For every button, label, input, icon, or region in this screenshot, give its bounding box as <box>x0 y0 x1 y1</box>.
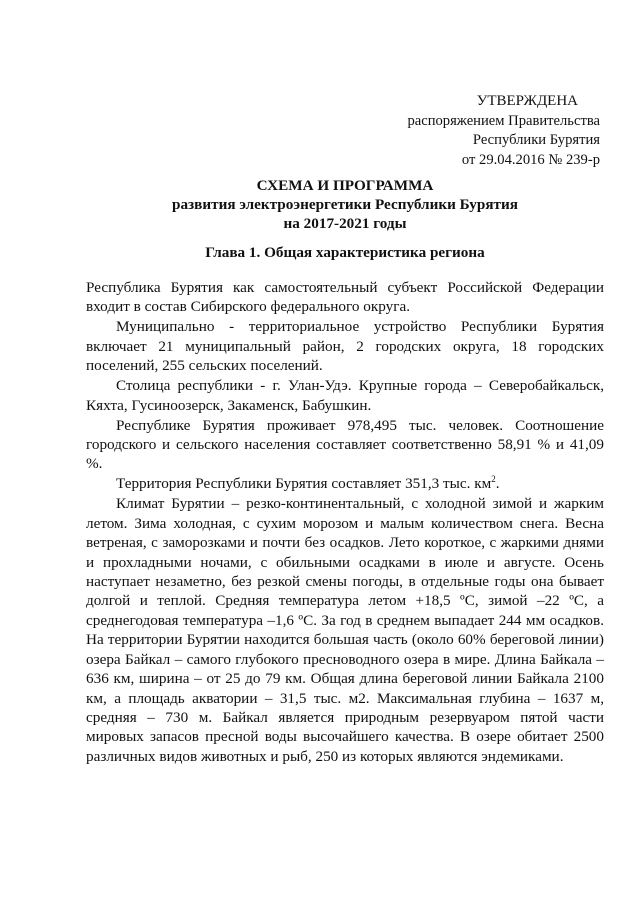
paragraph: Муниципально - территориальное устройство Республики Бурятия включает 21 муниципальный район, 2 городских округа, 18 городских поселений, 255 сельских поселений. <box>86 318 604 375</box>
approval-block <box>360 92 600 170</box>
territory-text: Территория Республики Бурятия составляет 351,3 тыс. км <box>116 475 492 493</box>
paragraph: Республике Бурятия проживает 978,495 тыс. человек. Соотношение городского и сельского населения составляет соответственно 58,91 % и 41,09 %. <box>86 416 604 473</box>
approval-line-1: распоряжением Правительства <box>407 112 600 129</box>
approval-line-3: от 29.04.2016 № 239-р <box>461 151 600 168</box>
approval-stamp: УТВЕРЖДЕНА <box>476 93 578 109</box>
period: . <box>495 475 500 493</box>
heading-line-2: развития электроэнергетики Республики Бурятия <box>172 196 518 213</box>
paragraph <box>86 474 604 493</box>
approval-line-2: Республики Бурятия <box>472 132 600 148</box>
document-body <box>86 278 604 767</box>
document-heading <box>86 176 604 233</box>
heading-line-3: на 2017-2021 годы <box>283 215 407 232</box>
chapter-title: Глава 1. Общая характеристика региона <box>205 244 485 261</box>
paragraph: Столица республики - г. Улан-Удэ. Крупные города – Северобайкальск, Кяхта, Гусиноозерск, Закаменск, Бабушкин. <box>86 377 604 414</box>
paragraph: Республика Бурятия как самостоятельный субъект Российской Федерации входит в состав Сибирского федерального округа. <box>86 279 604 316</box>
paragraph: Климат Бурятии – резко-континентальный, с холодной зимой и жарким летом. Зима холодная, с сухим морозом и малым количеством снега. Весна ветреная, с заморозками и почти без осадков. Лето короткое, с жаркими днями и прохладными ночами, с обильными осадками в июле и августе. Осень наступает незаметно, без резкой смены погоды, в отдельные годы она бывает долгой и теплой. Средняя температура летом +18,5 ºС, зимой –22 ºС, а среднегодовая температура –1,6 ºС. За год в среднем выпадает 244 мм осадков. На территории Бурятии находится большая часть (около 60% береговой линии) озера Байкал – самого глубокого пресноводного озера в мире. Длина Байкала – 636 км, ширина – от 25 до 79 км. Общая длина береговой линии Байкала 2100 км, а площадь акватории – 31,5 тыс. м2. Максимальная глубина – 1637 м, средняя – 730 м. Байкал является природным резервуаром пятой части мировых запасов пресной воды высочайшего качества. В озере обитает 2500 различных видов животных и рыб, 250 из которых являются эндемиками. <box>86 495 604 765</box>
heading-line-1: СХЕМА И ПРОГРАММА <box>256 177 434 194</box>
superscript: 2 <box>491 474 496 485</box>
